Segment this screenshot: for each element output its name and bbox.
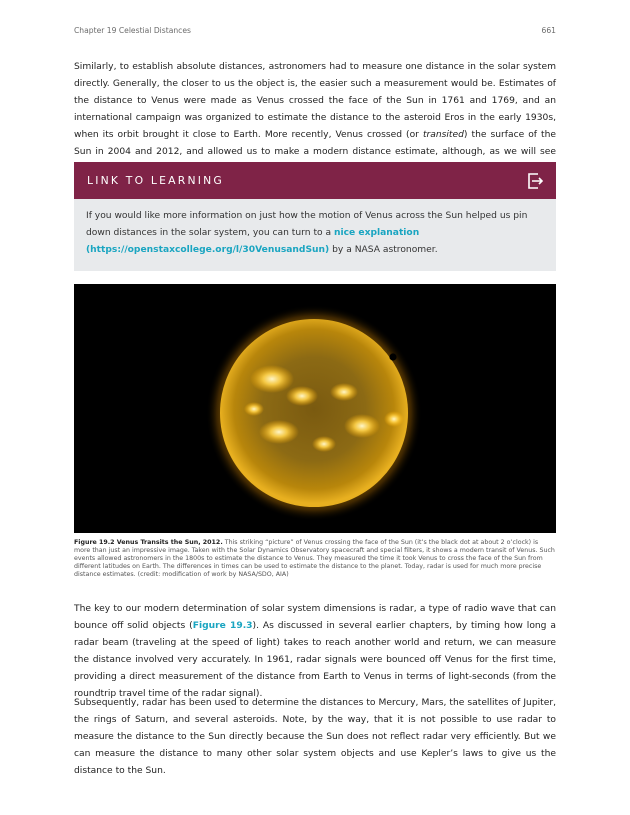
figure-caption — [74, 539, 556, 579]
ltl-text-before: If you would like more information on just how the motion of Venus across the Sun helped us pin down distances in the solar system, you can turn to a — [86, 211, 528, 239]
external-link-icon — [527, 172, 545, 190]
radar-text: The key to our modern determination of solar system dimensions is radar, a type of radio wave that can bounce off solid objects ( — [74, 604, 556, 632]
nice-explanation-link[interactable]: nice explanation (https://openstaxcollege.org/l/30VenusandSun) — [86, 228, 420, 256]
radar-paragraph — [74, 601, 556, 704]
figure-19-3-link[interactable]: Figure 19.3 — [192, 621, 253, 632]
intro-text: Similarly, to establish absolute distances, astronomers had to measure one distance in the solar system directly. Generally, the closer to us the object is, the easier such a measurement would be. Estimates of the distance to Venus were made as Venus crossed the face of the Sun in 1761 and 1769, and an international campaign was organized to estimate the distance to the asteroid Eros in the early 1930s, when its orbit brought it close to Earth. More recently, Venus crossed (or — [74, 62, 556, 141]
radar-text-continued: ). As discussed in several earlier chapters, by timing how long a radar beam (traveling at the speed of light) takes to reach another world and return, we can measure the distance involved very accurately. In 1961, radar signals were bounced off Venus for the first time, providing a direct measurement of the distance from Earth to Venus in terms of light-seconds (from the roundtrip travel time of the radar signal). — [74, 621, 556, 700]
link-to-learning-title: LINK TO LEARNING — [87, 174, 224, 187]
running-head — [74, 26, 556, 35]
page-number: 661 — [541, 26, 556, 35]
caption-text: This striking “picture” of Venus crossing the face of the Sun (it’s the black dot at about 2 o’clock) is more than just an impressive image. Taken with the Solar Dynamics Observatory spacecraft and special filters, it shows a modern transit of Venus. Such events allowed astronomers in the 1800s to estimate the distance to Venus. They measured the time it took Venus to cross the face of the Sun from different latitudes on Earth. The differences in times can be used to estimate the distance to the planet. Today, radar is used for much more precise distance estimates. (credit: modification of work by NASA/SDO, AIA) — [74, 539, 555, 579]
sun-image — [74, 284, 556, 533]
figure-label: Figure 19.2 Venus Transits the Sun, 2012. — [74, 539, 223, 546]
link-to-learning-header — [74, 162, 556, 199]
link-to-learning-box — [74, 199, 556, 271]
italic-term: transited — [422, 130, 464, 141]
venus-dot — [389, 353, 396, 360]
subsequent-paragraph: Subsequently, radar has been used to determine the distances to Mercury, Mars, the satellites of Jupiter, the rings of Saturn, and several asteroids. Note, by the way, that it is not possible to use radar to measure the distance to the Sun directly because the Sun does not reflect radar very efficiently. But we can measure the distance to many other solar system objects and use Kepler’s laws to give us the distance to the Sun. — [74, 698, 556, 777]
intro-paragraph — [74, 59, 556, 179]
ltl-text-after: by a NASA astronomer. — [329, 245, 438, 256]
intro-text-continued: ) the surface of the Sun in 2004 and 2012, and allowed us to make a modern distance estimate, although, as we will see — [74, 130, 556, 158]
chapter-title: Chapter 19 Celestial Distances — [74, 26, 191, 35]
link-to-learning-text — [86, 208, 546, 259]
venus-transit-photo — [74, 284, 556, 533]
